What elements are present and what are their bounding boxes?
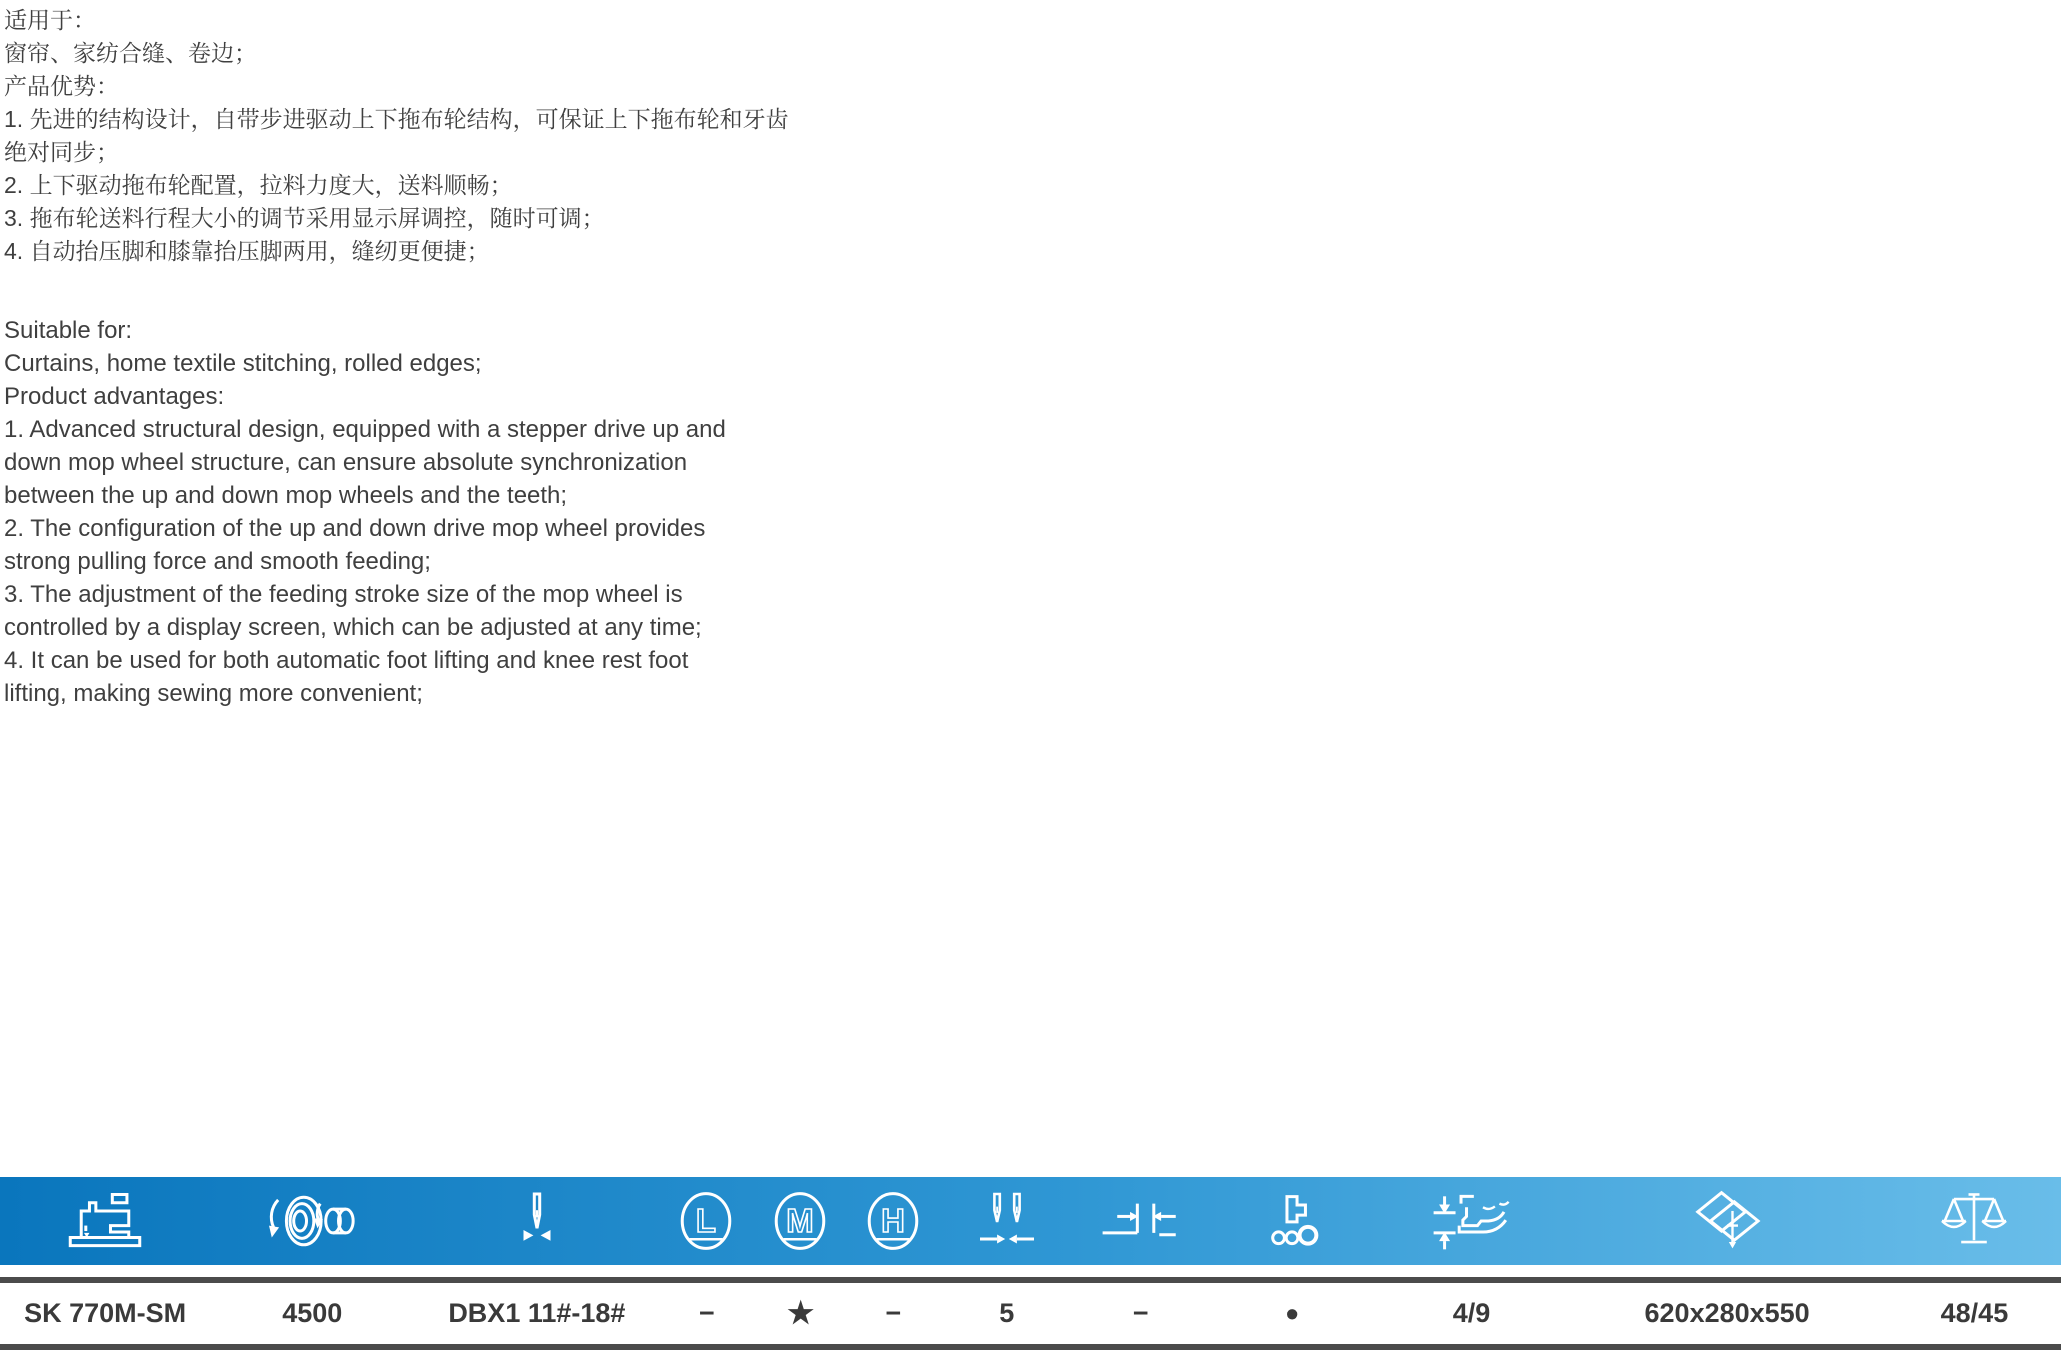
fabric-light-icon xyxy=(678,1189,734,1253)
cn-line: 3. 拖布轮送料行程大小的调节采用显示屏调控，随时可调； xyxy=(4,205,605,231)
spec-header-fabric-medium xyxy=(753,1177,846,1265)
spec-header-speed xyxy=(210,1177,414,1265)
spec-header-foot-lift xyxy=(1377,1177,1567,1265)
spec-row xyxy=(0,1283,2061,1344)
en-line: Curtains, home textile stitching, rolled edges; xyxy=(4,350,482,377)
cn-line: 1. 先进的结构设计，自带步进驱动上下拖布轮结构，可保证上下拖布轮和牙齿 xyxy=(4,106,789,132)
spec-value-fabric-light: − xyxy=(699,1298,715,1328)
spec-header-weight xyxy=(1888,1177,2061,1265)
en-line: strong pulling force and smooth feeding; xyxy=(4,548,431,575)
packing-size-icon xyxy=(1681,1189,1773,1253)
needle-gauge-icon xyxy=(962,1189,1052,1253)
fabric-heavy-icon xyxy=(865,1189,921,1253)
en-line: 3. The adjustment of the feeding stroke size of the mop wheel is xyxy=(4,581,683,608)
en-line: controlled by a display screen, which can be adjusted at any time; xyxy=(4,614,702,641)
spec-value-weight: 48/45 xyxy=(1940,1298,2009,1328)
roller-presser-icon xyxy=(1250,1189,1334,1253)
description-english xyxy=(4,314,904,710)
spec-value-stitch-length: − xyxy=(1132,1298,1149,1328)
svg-text:M: M xyxy=(785,1201,814,1239)
en-line: 4. It can be used for both automatic foot lifting and knee rest foot xyxy=(4,647,689,674)
cn-line: 绝对同步； xyxy=(4,139,119,165)
spec-header-fabric-weight xyxy=(660,1177,940,1265)
product-description xyxy=(4,4,904,710)
needle-type-icon xyxy=(492,1189,582,1253)
cn-line: 适用于： xyxy=(4,7,96,33)
svg-text:H: H xyxy=(881,1201,905,1239)
en-line: 2. The configuration of the up and down drive mop wheel provides xyxy=(4,515,706,542)
sewing-machine-icon xyxy=(57,1189,153,1253)
speed-icon xyxy=(260,1189,364,1253)
spec-header-needle-gauge xyxy=(940,1177,1074,1265)
spec-value-foot-lift: 4/9 xyxy=(1452,1298,1491,1328)
spec-value-model: SK 770M-SM xyxy=(24,1298,187,1328)
weight-icon xyxy=(1928,1189,2020,1253)
spec-value-roller-presser: • xyxy=(1285,1292,1299,1334)
spec-table xyxy=(0,1177,2061,1350)
spec-value-fabric-medium: ★ xyxy=(787,1297,815,1330)
spec-value-needle-type: DBX1 11#-18# xyxy=(448,1298,626,1328)
en-line: between the up and down mop wheels and the teeth; xyxy=(4,482,568,509)
cn-line: 窗帘、家纺合缝、卷边； xyxy=(4,40,257,66)
cn-line: 产品优势： xyxy=(4,73,119,99)
svg-text:L: L xyxy=(696,1201,717,1239)
en-line: 1. Advanced structural design, equipped with a stepper drive up and xyxy=(4,416,726,443)
fabric-medium-icon xyxy=(772,1189,828,1253)
stitch-length-icon xyxy=(1095,1189,1187,1253)
spec-header-bar xyxy=(0,1177,2061,1265)
description-chinese xyxy=(4,4,904,268)
cn-line: 2. 上下驱动拖布轮配置，拉料力度大，送料顺畅； xyxy=(4,172,513,198)
spec-value-needle-gauge: 5 xyxy=(999,1298,1015,1328)
en-line: Product advantages: xyxy=(4,383,225,410)
spec-header-roller-presser xyxy=(1208,1177,1377,1265)
spec-value-fabric-heavy: − xyxy=(885,1298,902,1328)
en-line: Suitable for: xyxy=(4,317,133,344)
spec-header-packing-size xyxy=(1566,1177,1888,1265)
spec-divider-bottom xyxy=(0,1344,2061,1350)
spec-header-fabric-light xyxy=(660,1177,753,1265)
en-line: lifting, making sewing more convenient; xyxy=(4,680,423,707)
en-line: down mop wheel structure, can ensure absolute synchronization xyxy=(4,449,688,476)
spec-header-stitch-length xyxy=(1074,1177,1208,1265)
spec-header-fabric-heavy xyxy=(846,1177,939,1265)
spec-header-needle-type xyxy=(414,1177,659,1265)
spec-value-packing-size: 620x280x550 xyxy=(1644,1298,1810,1328)
spec-header-model xyxy=(0,1177,210,1265)
foot-lift-icon xyxy=(1426,1189,1518,1253)
spec-value-speed: 4500 xyxy=(282,1298,343,1328)
spec-gap xyxy=(0,1265,2061,1277)
cn-line: 4. 自动抬压脚和膝靠抬压脚两用，缝纫更便捷； xyxy=(4,238,490,264)
